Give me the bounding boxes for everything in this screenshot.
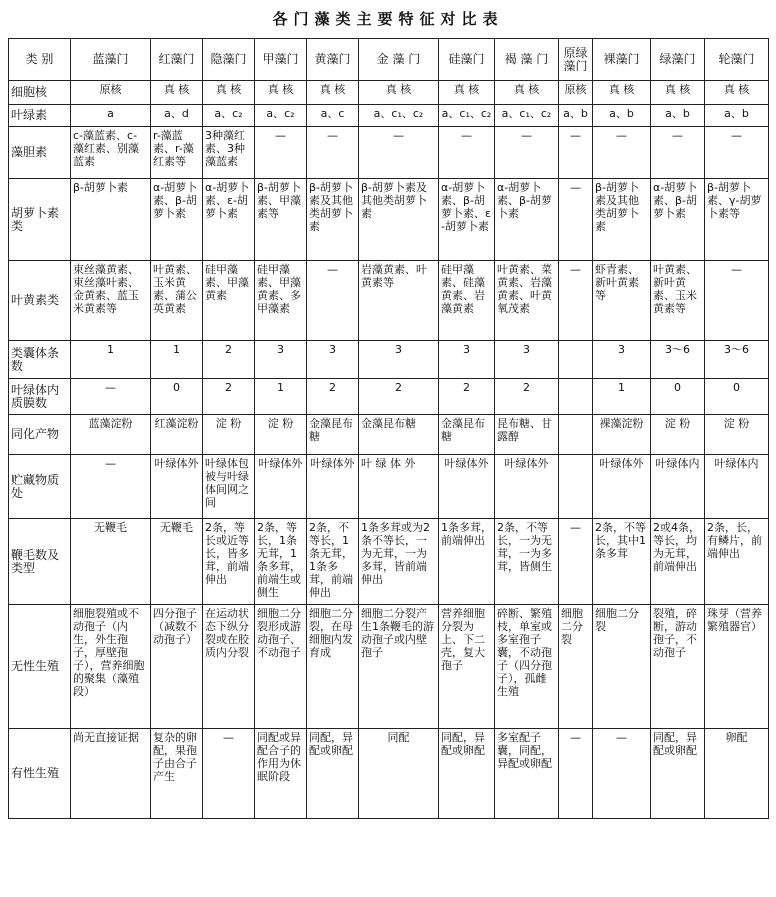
table-row — [9, 455, 769, 519]
table-cell: 裸藻淀粉 — [593, 415, 651, 455]
table-cell: 叶绿体内 — [651, 455, 705, 519]
table-cell: — — [705, 261, 769, 341]
table-row — [9, 729, 769, 819]
table-cell: 叶黄素、菜黄素、岩藻黄素、叶黄氧茂素 — [495, 261, 559, 341]
table-cell: 2条，等长或近等长，皆多茸，前端伸出 — [203, 519, 255, 605]
table-cell: a、b — [593, 105, 651, 127]
table-cell: 2条，长，有鳞片，前端伸出 — [705, 519, 769, 605]
table-cell: 真 核 — [203, 81, 255, 105]
table-cell: — — [651, 127, 705, 179]
table-cell: 束丝藻黄素、束丝藻叶素、金黄素、蓝玉米黄素等 — [71, 261, 151, 341]
table-cell: 真 核 — [151, 81, 203, 105]
row-label: 胡萝卜素类 — [9, 179, 71, 261]
table-cell: 同配 — [359, 729, 439, 819]
table-cell: — — [559, 127, 593, 179]
table-cell: 细胞二分裂 — [593, 605, 651, 729]
table-cell: 叶绿体外 — [439, 455, 495, 519]
table-cell: — — [71, 455, 151, 519]
table-cell: 四分孢子（减数不动孢子） — [151, 605, 203, 729]
table-cell: 真 核 — [651, 81, 705, 105]
table-cell: 3 — [359, 341, 439, 379]
table-cell: 0 — [651, 379, 705, 415]
table-cell: 裂殖，碎断，游动孢子，不动孢子 — [651, 605, 705, 729]
table-cell: 真 核 — [359, 81, 439, 105]
table-row — [9, 81, 769, 105]
table-cell: 真 核 — [593, 81, 651, 105]
table-cell: 2 — [203, 341, 255, 379]
table-cell: 3 — [593, 341, 651, 379]
table-cell: 细胞二分裂，在母细胞内发育成 — [307, 605, 359, 729]
table-cell: 蓝藻淀粉 — [71, 415, 151, 455]
table-cell: 2条，等长，1条无茸，1条多茸，前端生或侧生 — [255, 519, 307, 605]
table-cell: 叶 绿 体 外 — [359, 455, 439, 519]
table-cell: 金藻昆布糖 — [439, 415, 495, 455]
table-cell: — — [359, 127, 439, 179]
header-phylum: 原绿藻门 — [559, 39, 593, 81]
table-cell: — — [495, 127, 559, 179]
table-cell: 3 — [307, 341, 359, 379]
header-phylum: 红藻门 — [151, 39, 203, 81]
table-cell — [559, 415, 593, 455]
table-cell: 叶黄素、新叶黄素、玉米黄素等 — [651, 261, 705, 341]
table-cell: 虾青素、新叶黄素等 — [593, 261, 651, 341]
table-cell: a、b — [705, 105, 769, 127]
table-cell: — — [705, 127, 769, 179]
row-label: 鞭毛数及类型 — [9, 519, 71, 605]
table-cell: 淀 粉 — [705, 415, 769, 455]
table-cell: α-胡萝卜素、ε-胡萝卜素 — [203, 179, 255, 261]
row-label: 贮藏物质处 — [9, 455, 71, 519]
table-cell: 金藻昆布糖 — [359, 415, 439, 455]
table-row — [9, 341, 769, 379]
table-cell: 0 — [151, 379, 203, 415]
table-row — [9, 105, 769, 127]
table-cell: 叶绿体内 — [705, 455, 769, 519]
table-cell: 同配或异配合子的作用为休眠阶段 — [255, 729, 307, 819]
table-cell: — — [593, 127, 651, 179]
table-cell — [559, 379, 593, 415]
table-cell: a — [71, 105, 151, 127]
header-phylum: 裸藻门 — [593, 39, 651, 81]
header-phylum: 绿藻门 — [651, 39, 705, 81]
table-cell: 营养细胞分裂为上、下二壳，复大孢子 — [439, 605, 495, 729]
table-cell: 金藻昆布糖 — [307, 415, 359, 455]
table-cell: 叶绿体外 — [151, 455, 203, 519]
table-cell: 硅甲藻素、硅藻黄素、岩藻黄素 — [439, 261, 495, 341]
table-cell: 3～6 — [705, 341, 769, 379]
table-cell: 多室配子囊，同配，异配或卵配 — [495, 729, 559, 819]
row-label: 藻胆素 — [9, 127, 71, 179]
table-cell: 淀 粉 — [255, 415, 307, 455]
comparison-table — [8, 38, 769, 819]
page-title: 各门藻类主要特征对比表 — [272, 10, 504, 28]
table-cell: α-胡萝卜素、β-胡萝卜素 — [151, 179, 203, 261]
table-row — [9, 379, 769, 415]
table-cell: — — [559, 261, 593, 341]
table-cell: 3种藻红素、3种藻蓝素 — [203, 127, 255, 179]
table-cell: 细胞二分裂形成游动孢子、不动孢子 — [255, 605, 307, 729]
table-cell: 叶绿体包被与叶绿体间网之间 — [203, 455, 255, 519]
row-label: 叶绿素 — [9, 105, 71, 127]
table-cell: — — [593, 729, 651, 819]
table-cell: 叶绿体外 — [593, 455, 651, 519]
table-row — [9, 415, 769, 455]
table-cell: β-胡萝卜素及其他类胡萝卜素 — [359, 179, 439, 261]
table-cell: 叶绿体外 — [255, 455, 307, 519]
table-cell: 2条，不等长，1条无茸，1条多茸，前端伸出 — [307, 519, 359, 605]
table-row — [9, 127, 769, 179]
table-row — [9, 519, 769, 605]
table-cell: 卵配 — [705, 729, 769, 819]
table-cell: a、c₂ — [203, 105, 255, 127]
table-cell: α-胡萝卜素、β-胡萝卜素 — [495, 179, 559, 261]
table-cell: 0 — [705, 379, 769, 415]
row-label: 细胞核 — [9, 81, 71, 105]
table-cell: 淀 粉 — [203, 415, 255, 455]
table-cell: 1条多茸或为2条不等长，一为无茸，一为多茸，皆前端伸出 — [359, 519, 439, 605]
table-cell: 细胞裂殖或不动孢子（内生，外生孢子，厚壁孢子），营养细胞的聚集（藻殖段） — [71, 605, 151, 729]
table-cell: a、c₁、c₂ — [495, 105, 559, 127]
row-label: 叶绿体内质膜数 — [9, 379, 71, 415]
row-label: 无性生殖 — [9, 605, 71, 729]
table-cell: 真 核 — [495, 81, 559, 105]
table-cell: 1 — [255, 379, 307, 415]
table-cell: 真 核 — [255, 81, 307, 105]
table-cell: 2条，不等长，一为无茸，一为多茸，皆侧生 — [495, 519, 559, 605]
header-phylum: 硅藻门 — [439, 39, 495, 81]
table-cell: 2 — [495, 379, 559, 415]
table-cell: 无鞭毛 — [71, 519, 151, 605]
table-cell: 同配，异配或卵配 — [307, 729, 359, 819]
table-cell: 叶绿体外 — [495, 455, 559, 519]
table-cell: 在运动状态下纵分裂或在胶质内分裂 — [203, 605, 255, 729]
table-cell: 岩藻黄素、叶黄素等 — [359, 261, 439, 341]
table-cell: 3 — [439, 341, 495, 379]
table-cell: — — [255, 127, 307, 179]
table-cell: 真 核 — [439, 81, 495, 105]
table-cell: 同配，异配或卵配 — [651, 729, 705, 819]
table-cell: 1 — [151, 341, 203, 379]
table-cell: 昆布糖、甘露醇 — [495, 415, 559, 455]
header-phylum: 甲藻门 — [255, 39, 307, 81]
table-cell: β-胡萝卜素及其他类胡萝卜素 — [307, 179, 359, 261]
table-cell: — — [307, 261, 359, 341]
table-cell — [559, 341, 593, 379]
header-phylum: 褐 藻 门 — [495, 39, 559, 81]
table-cell: a、c₂ — [255, 105, 307, 127]
table-cell: a、c — [307, 105, 359, 127]
table-cell: — — [559, 179, 593, 261]
table-cell: 硅甲藻素、甲藻黄素 — [203, 261, 255, 341]
table-row — [9, 179, 769, 261]
table-cell: — — [203, 729, 255, 819]
table-cell: 原核 — [71, 81, 151, 105]
table-cell: r-藻蓝素、r-藻红素等 — [151, 127, 203, 179]
table-cell: 2或4条，等长，均为无茸，前端伸出 — [651, 519, 705, 605]
table-cell: 细胞二分裂 — [559, 605, 593, 729]
table-cell: 2 — [203, 379, 255, 415]
table-cell: — — [307, 127, 359, 179]
table-cell: a、d — [151, 105, 203, 127]
table-cell: 尚无直接证据 — [71, 729, 151, 819]
table-cell: a、b — [559, 105, 593, 127]
table-cell: 珠芽（营养繁殖器官） — [705, 605, 769, 729]
table-cell — [559, 455, 593, 519]
table-cell: a、c₁、c₂ — [359, 105, 439, 127]
table-cell: 淀 粉 — [651, 415, 705, 455]
table-cell: β-胡萝卜素、γ-胡萝卜素等 — [705, 179, 769, 261]
row-label: 类囊体条数 — [9, 341, 71, 379]
table-cell: 原核 — [559, 81, 593, 105]
table-cell: β-胡萝卜素及其他类胡萝卜素 — [593, 179, 651, 261]
header-phylum: 蓝藻门 — [71, 39, 151, 81]
table-cell: — — [439, 127, 495, 179]
table-cell: β-胡萝卜素、甲藻素等 — [255, 179, 307, 261]
table-cell: 2 — [359, 379, 439, 415]
table-cell: 2条，不等长，其中1条多茸 — [593, 519, 651, 605]
row-label: 同化产物 — [9, 415, 71, 455]
header-row — [9, 39, 769, 81]
table-cell: c-藻蓝素、c-藻红素、别藻蓝素 — [71, 127, 151, 179]
table-cell: — — [559, 519, 593, 605]
table-cell: 细胞二分裂产生1条鞭毛的游动孢子或内壁孢子 — [359, 605, 439, 729]
table-cell: 1 — [71, 341, 151, 379]
table-cell: 2 — [307, 379, 359, 415]
table-cell: 2 — [439, 379, 495, 415]
table-cell: a、c₁、c₂ — [439, 105, 495, 127]
table-cell: β-胡萝卜素 — [71, 179, 151, 261]
table-cell: 碎断、繁殖枝，单室或多室孢子囊，不动孢子（四分孢子），孤雌生殖 — [495, 605, 559, 729]
table-cell: 3 — [255, 341, 307, 379]
header-label: 类 别 — [9, 39, 71, 81]
table-cell: a、b — [651, 105, 705, 127]
table-cell: α-胡萝卜素、β-胡萝卜素 — [651, 179, 705, 261]
row-label: 有性生殖 — [9, 729, 71, 819]
header-phylum: 黄藻门 — [307, 39, 359, 81]
table-cell: — — [559, 729, 593, 819]
table-cell: 复杂的卵配，果孢子由合子产生 — [151, 729, 203, 819]
table-cell: 真 核 — [705, 81, 769, 105]
header-phylum: 金 藻 门 — [359, 39, 439, 81]
header-phylum: 隐藻门 — [203, 39, 255, 81]
header-phylum: 轮藻门 — [705, 39, 769, 81]
table-cell: α-胡萝卜素、β-胡萝卜素、ε-胡萝卜素 — [439, 179, 495, 261]
table-cell: 硅甲藻素、甲藻黄素、多甲藻素 — [255, 261, 307, 341]
table-cell: 无鞭毛 — [151, 519, 203, 605]
table-cell: 真 核 — [307, 81, 359, 105]
table-cell: 叶黄素、玉米黄素、蒲公英黄素 — [151, 261, 203, 341]
table-cell: 3 — [495, 341, 559, 379]
table-cell: 3～6 — [651, 341, 705, 379]
table-cell: 同配，异配或卵配 — [439, 729, 495, 819]
table-cell: — — [71, 379, 151, 415]
table-cell: 叶绿体外 — [307, 455, 359, 519]
table-cell: 1条多茸，前端伸出 — [439, 519, 495, 605]
table-row — [9, 605, 769, 729]
table-cell: 1 — [593, 379, 651, 415]
table-cell: 红藻淀粉 — [151, 415, 203, 455]
row-label: 叶黄素类 — [9, 261, 71, 341]
table-row — [9, 261, 769, 341]
